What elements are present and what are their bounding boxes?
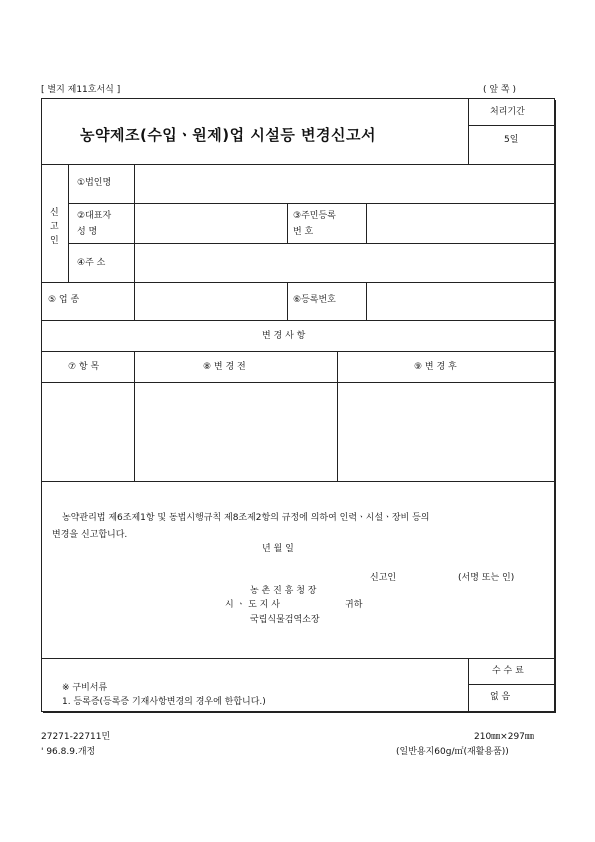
registration-number-label: ⑥등록번호 [293, 295, 336, 305]
row-line [41, 658, 554, 659]
declaration-date: 년 월 일 [262, 544, 294, 554]
processing-period-value: 5일 [504, 135, 519, 145]
change-before-field[interactable] [136, 384, 336, 480]
fee-value: 없 음 [490, 692, 511, 702]
frame-shadow-bottom [43, 711, 556, 713]
changes-section-title: 변 경 사 항 [262, 331, 306, 341]
resident-number-label: ③주민등록 [293, 211, 336, 221]
paper-size: 210㎜×297㎜ [474, 732, 534, 742]
business-type-label: ⑤ 업 종 [48, 295, 80, 305]
row-line [41, 164, 554, 165]
form-number: [ 별지 제11호서식 ] [41, 85, 121, 95]
resident-number-field[interactable] [368, 205, 552, 243]
row-line [68, 203, 554, 204]
attachment-item-1: 1. 등록증(등록증 기재사항변경의 경우에 한합니다.) [62, 697, 266, 707]
resid-divider-right [366, 203, 367, 243]
registration-number-field[interactable] [368, 284, 552, 318]
recipient-suffix: 귀하 [345, 600, 363, 610]
title-divider [468, 98, 469, 164]
declaration-line-2: 변경을 신고합니다. [52, 530, 128, 540]
label-column-divider [134, 164, 135, 282]
row-line [68, 243, 554, 244]
representative-label: ②대표자 [77, 211, 112, 221]
recipient-rda: 농 촌 진 흥 청 장 [250, 586, 317, 596]
business-divider [134, 282, 135, 320]
applicant-group-divider [68, 164, 69, 282]
change-after-field[interactable] [339, 384, 552, 480]
processing-period-label: 처리기간 [490, 107, 525, 117]
col-divider-2 [337, 351, 338, 481]
representative-name-field[interactable] [136, 205, 286, 243]
paper-spec: (일반용지60g/㎡(재활용품)) [396, 747, 509, 757]
declaration-line-1: 농약관리법 제6조제1항 및 동법시행규칙 제8조제2항의 규정에 의하여 인력ㆍ시설ㆍ장비 등의 [62, 513, 430, 523]
row-line [41, 282, 554, 283]
attachments-title: ※ 구비서류 [62, 683, 108, 693]
col-before-header: ⑧ 변 경 전 [203, 362, 246, 372]
processing-divider [468, 125, 554, 126]
address-field[interactable] [136, 245, 552, 281]
col-divider-1 [134, 351, 135, 481]
reg-divider-right [366, 282, 367, 320]
change-item-field[interactable] [43, 384, 133, 480]
business-type-field[interactable] [136, 284, 286, 318]
revision-date: ' 96.8.9.개정 [41, 747, 96, 757]
form-title: 농약제조(수입ㆍ원제)업 시설등 변경신고서 [80, 126, 376, 144]
signature-note: (서명 또는 인) [458, 573, 515, 583]
corp-name-field[interactable] [136, 166, 552, 202]
form-code: 27271-22711민 [41, 732, 111, 742]
applicant-signature-label: 신고인 [370, 573, 397, 583]
corp-name-label: ①법인명 [77, 178, 112, 188]
recipient-quarantine: 국립식물검역소장 [250, 615, 320, 625]
col-after-header: ⑨ 변 경 후 [414, 362, 457, 372]
representative-name-label: 성 명 [77, 227, 98, 237]
row-line [41, 320, 554, 321]
resid-divider-left [287, 203, 288, 243]
row-line [41, 481, 554, 482]
applicant-group-label: 신 고 인 [50, 208, 59, 246]
row-line [41, 382, 554, 383]
resident-number-label-2: 번 호 [293, 227, 314, 237]
page-side-label: ( 앞 쪽 ) [483, 85, 516, 95]
col-item-header: ⑦ 항 목 [68, 362, 100, 372]
reg-divider-left [287, 282, 288, 320]
address-label: ④주 소 [77, 258, 106, 268]
fee-label: 수 수 료 [492, 666, 524, 676]
row-line [41, 351, 554, 352]
fee-row-line [468, 684, 554, 685]
frame-shadow-right [554, 100, 556, 712]
recipient-governor: 시 ㆍ 도 지 사 [225, 600, 280, 610]
